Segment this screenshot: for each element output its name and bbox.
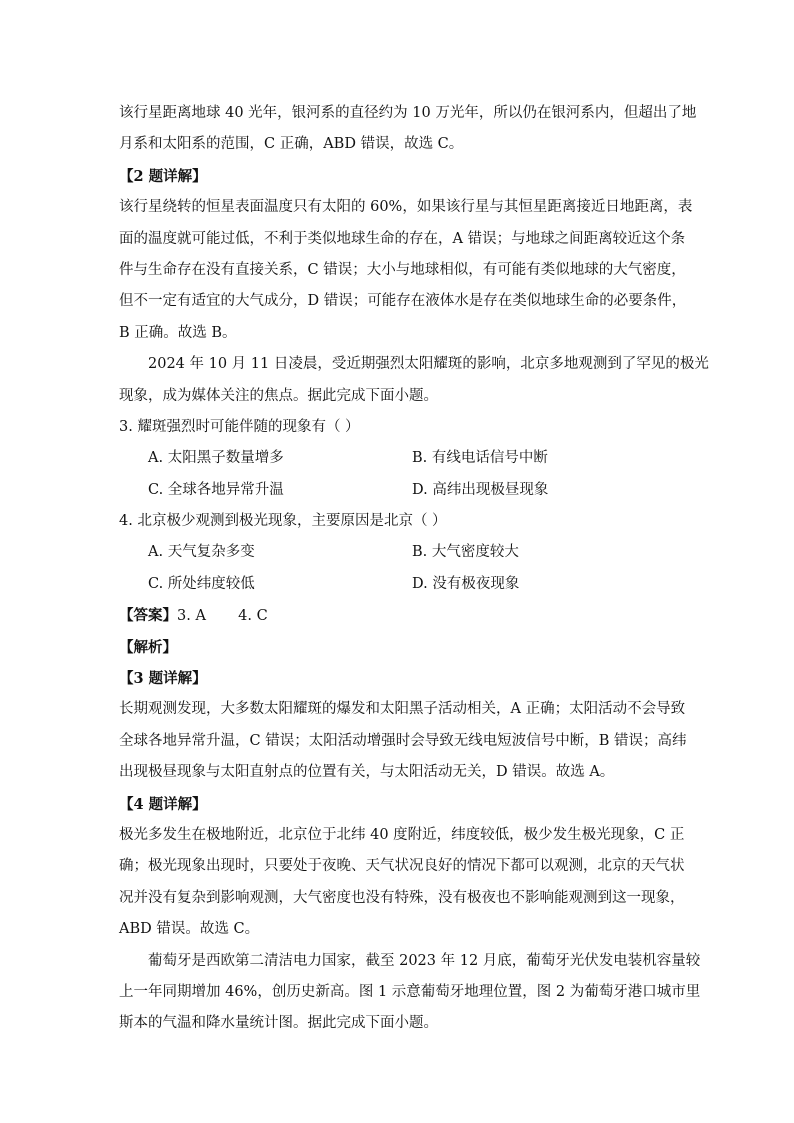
question-4-options-row <box>119 537 679 568</box>
text-line: 该行星绕转的恒星表面温度只有太阳的 60%，如果该行星与其恒星距离接近日地距离，表 <box>119 199 693 216</box>
passage-line: 2024 年 10 月 11 日凌晨，受近期强烈太阳耀斑的影响，北京多地观测到了罕见的极光 <box>148 356 709 373</box>
option-b: B. 有线电话信号中断 <box>412 450 548 467</box>
text-line: 该行星距离地球 40 光年，银河系的直径约为 10 万光年，所以仍在银河系内，但超出了地 <box>119 105 697 121</box>
text-line: 月系和太阳系的范围，C 正确，ABD 错误，故选 C。 <box>119 136 464 153</box>
option-d: D. 高纬出现极昼现象 <box>412 481 549 498</box>
option-a: A. 天气复杂多变 <box>148 544 255 561</box>
text-line: 确；极光现象出现时，只要处于夜晚、天气状况良好的情况下都可以观测，北京的天气状 <box>119 858 685 875</box>
question-4-options-row <box>119 569 679 600</box>
passage-line: 葡萄牙是西欧第二清洁电力国家，截至 2023 年 12 月底，葡萄牙光伏发电装机容量较 <box>148 952 701 969</box>
question-4-stem: 4. 北京极少观测到极光现象，主要原因是北京（ ） <box>119 513 447 530</box>
option-a: A. 太阳黑子数量增多 <box>148 450 284 467</box>
answer-value: 3. A 4. C <box>177 608 268 625</box>
text-line: 面的温度就可能过低，不利于类似地球生命的存在，A 错误；与地球之间距离较近这个条 <box>119 230 686 247</box>
text-line: ABD 错误。故选 C。 <box>119 921 260 938</box>
question-3-options-row <box>119 475 679 506</box>
text-line: 况并没有复杂到影响观测，大气密度也没有特殊，没有极夜也不影响能观测到这一现象， <box>119 889 685 906</box>
answer-label: 【答案】 <box>119 607 177 625</box>
option-b: B. 大气密度较大 <box>412 544 519 561</box>
text-line: 极光多发生在极地附近，北京位于北纬 40 度附近，纬度较低，极少发生极光现象，C 正 <box>119 826 685 843</box>
text-line: 长期观测发现，大多数太阳耀斑的爆发和太阳黑子活动相关，A 正确；太阳活动不会导致 <box>119 701 686 718</box>
q4-detail-heading: 【4 题详解】 <box>119 795 207 813</box>
passage-line: 上一年同期增加 46%，创历史新高。图 1 示意葡萄牙地理位置，图 2 为葡萄牙港口城市里 <box>119 983 701 1000</box>
option-c: C. 全球各地异常升温 <box>148 481 284 498</box>
q3-detail-heading: 【3 题详解】 <box>119 670 207 688</box>
text-line: 全球各地异常升温，C 错误；太阳活动增强时会导致无线电短波信号中断，B 错误；高纬 <box>119 732 687 749</box>
text-line: 出现极昼现象与太阳直射点的位置有关，与太阳活动无关，D 错误。故选 A。 <box>119 764 615 781</box>
text-line: 但不一定有适宜的大气成分，D 错误；可能存在液体水是存在类似地球生命的必要条件， <box>119 293 687 310</box>
answer-line <box>119 600 679 631</box>
document-content <box>119 98 709 1040</box>
option-d: D. 没有极夜现象 <box>412 575 520 592</box>
question-3-stem: 3. 耀斑强烈时可能伴随的现象有（ ） <box>119 418 360 435</box>
passage-line: 斯本的气温和降水量统计图。据此完成下面小题。 <box>119 1015 438 1032</box>
passage-line: 现象，成为媒体关注的焦点。据此完成下面小题。 <box>119 387 438 404</box>
q2-detail-heading: 【2 题详解】 <box>119 167 207 185</box>
question-3-options-row <box>119 443 679 474</box>
option-c: C. 所处纬度较低 <box>148 575 255 592</box>
text-line: 件与生命存在没有直接关系，C 错误；大小与地球相似，有可能有类似地球的大气密度， <box>119 261 686 278</box>
text-line: B 正确。故选 B。 <box>119 324 237 341</box>
analysis-heading: 【解析】 <box>119 638 177 656</box>
